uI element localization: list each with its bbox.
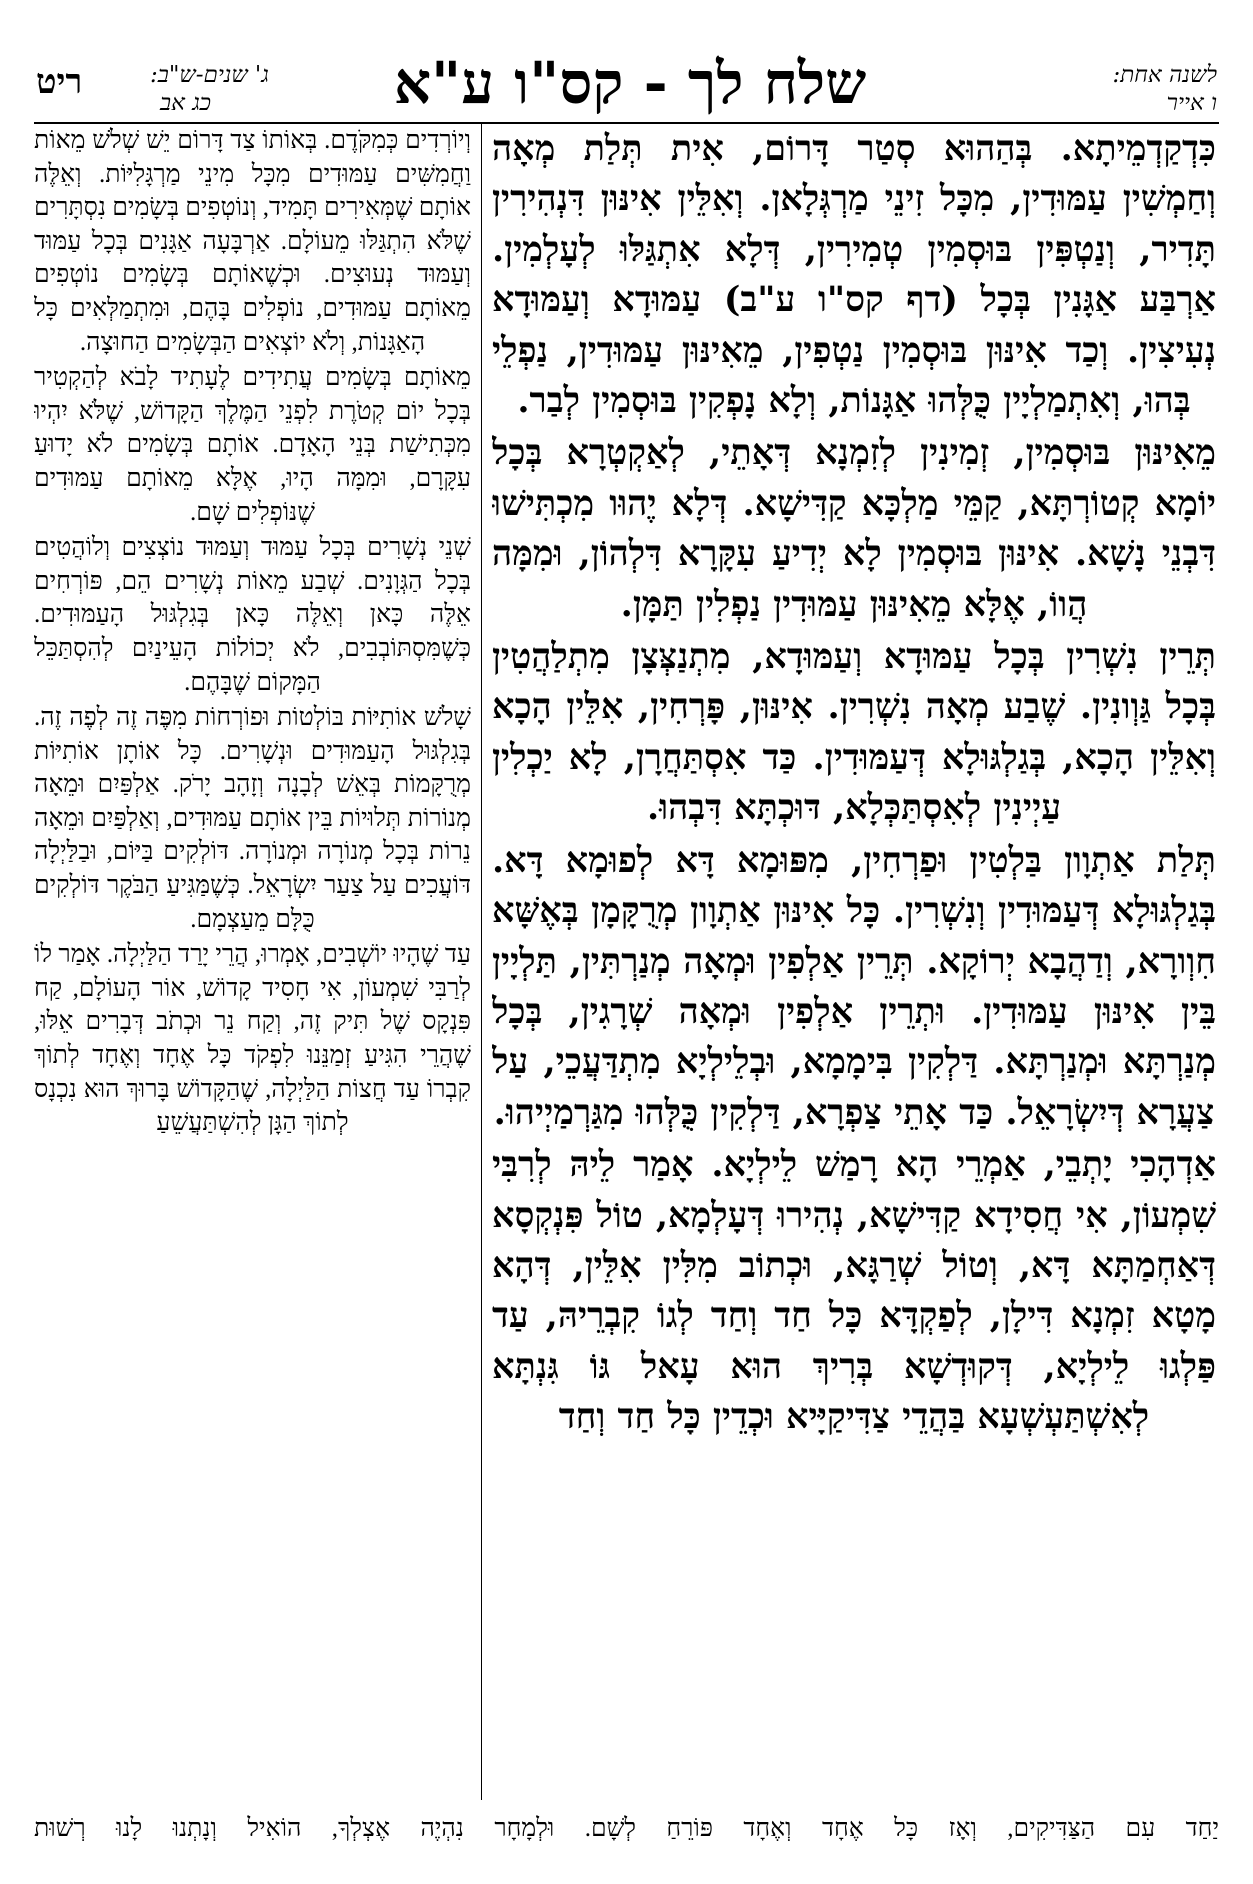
- main-paragraph: מֵאִינּוּן בּוּסְמִין, זְמִינִין לְזִמְנָא דְּאָתֵי, לְאַקְטְרָא בְּכָל יוֹמָא קְטוֹרְתָּא, קַמֵּי מַלְכָּא קַדִּישָׁא. דְּלָא יֶהוּו מִכְתִּישׁוּ דִּבְנֵי נָשָׁא. אִינּוּן בּוּסְמִין לָא יְדִיעַ עִקָּרָא דִּלְהוֹן, וּמִמָּה הֲווֹ, אֶלָּא מֵאִינּוּן עַמּוּדִין נַפְלִין תַּמָּן.: [492, 432, 1216, 625]
- hebrew-translation-column: [34, 124, 471, 1800]
- translation-paragraph: עַד שֶׁהָיוּ יוֹשְׁבִים, אָמְרוּ, הֲרֵי יָרַד הַלַּיְלָה. אָמַר לוֹ לְרַבִּי שִׁמְעוֹן, אִי חָסִיד קָדוֹשׁ, אוֹר הָעוֹלָם, קַח פִּנְקָס שֶׁל תִּיק זֶה, וְקַח נֵר וּכְתֹב דְּבָרִים אֵלּוּ, שֶׁהֲרֵי הִגִּיעַ זְמַנֵּנוּ לִפְקֹד כָּל אֶחָד וְאֶחָד לְתוֹךְ קִבְרוֹ עַד חֲצוֹת הַלַּיְלָה, שֶׁהַקָּדוֹשׁ בָּרוּךְ הוּא נִכְנָס לְתוֹךְ הַגָּן לְהִשְׁתַּעֲשֵׁעַ: [34, 941, 471, 1137]
- page-number: ריט: [36, 62, 83, 102]
- translation-paragraph: שָׁלֹשׁ אוֹתִיּוֹת בּוֹלְטוֹת וּפוֹרְחוֹת מִפֶּה זֶה לְפֶה זֶה. בְּגִלְגּוּל הָעַמּוּדִים וּנְשָׁרִים. כָּל אוֹתָן אוֹתִיּוֹת מְרֻקָּמוֹת בְּאֵשׁ לְבָנָה וְזָהָב יָרֹק. אַלְפַּיִם וּמֵאָה מְנוֹרוֹת תְּלוּיוֹת בֵּין אוֹתָם עַמּוּדִים, וְאַלְפַּיִם וּמֵאָה נֵרוֹת בְּכָל מְנוֹרָה וּמְנוֹרָה. דּוֹלְקִים בַּיּוֹם, וּבַלַּיְלָה דּוֹעֲכִים עַל צַעַר יִשְׂרָאֵל. כְּשֶׁמַּגִּיעַ הַבֹּקֶר דּוֹלְקִים כֻּלָּם מֵעַצְמָם.: [34, 704, 471, 933]
- page-title: שלח לך - קס"ו ע"א: [393, 49, 867, 117]
- main-paragraph: תְּרֵין נִשְׁרִין בְּכָל עַמּוּדָא וְעַמּוּדָא, מִתְנַצְּצָן מִתְלַהֲטִין בְּכָל גַּוְונִין. שֶׁבַע מְאָה נִשְׁרִין. אִינּוּן, פָּרְחִין, אִלֵּין הָכָא וְאִלֵּין הָכָא, בְּגַלְגּוּלָא דְּעַמּוּדִין. כַּד אִסְתַּחֲרָן, לָא יַכְלִין עַיְינִין לְאִסְתַּכְּלָא, דּוּכְתָּא דִּבְהוּ.: [492, 636, 1216, 829]
- study-schedule-three-year-label: ג' שנים-ש"ב:: [150, 62, 269, 88]
- study-schedule-one-year-date: ו אייר: [1166, 90, 1217, 116]
- translation-continuation-line: יַחַד עִם הַצַּדִּיקִים, וְאָז כָּל אֶחָד וְאֶחָד פּוֹרֵחַ לְשָׁם. וּלְמָחָר נִהְיֶה אֶצְלְךָ, הוֹאִיל וְנָתְנוּ לָנוּ רְשׁוּת: [34, 1815, 1219, 1842]
- column-divider: [481, 124, 482, 1800]
- main-paragraph: כִּדְקַדְמֵיתָא. בְּהַהוּא סְטַר דָּרוֹם, אִית תְּלַת מְאָה וְחַמְשִׁין עַמּוּדִין, מִכָּל זִינֵי מַרְגְּלָאן. וְאִלֵּין אִינּוּן דִּנְהִירִין תָּדִיר, וְנַטְפִּין בּוּסְמִין טְמִירִין, דְּלָא אִתְגַּלּוּ לְעָלְמִין. אַרְבַּע אַגָּנִין בְּכָל (דף קס"ו ע"ב) עַמּוּדָא וְעַמּוּדָא נְעִיצִין. וְכַד אִינּוּן בּוּסְמִין נַטְפִין, מֵאִינּוּן עַמּוּדִין, נַפְלֵי בְּהוּ, וְאִתְמַלְיָין כֻּלְּהוּ אַגָּנוֹת, וְלָא נָפְקִין בּוּסְמִין לְבַר.: [492, 128, 1216, 422]
- study-schedule-three-year-date: כג אב: [160, 90, 212, 116]
- translation-paragraph: וְיוֹרְדִים כְּמִקֹּדֶם. בְּאוֹתוֹ צַד דָּרוֹם יֵשׁ שְׁלֹשׁ מֵאוֹת וַחֲמִשִּׁים עַמּוּדִים מִכָּל מִינֵי מַרְגָּלִיּוֹת. וְאֵלֶּה אוֹתָם שֶׁמְּאִירִים תָּמִיד, וְנוֹטְפִים בְּשָׂמִים נִסְתָּרִים שֶׁלֹּא הִתְגַּלּוּ מֵעוֹלָם. אַרְבָּעָה אַגָּנִים בְּכָל עַמּוּד וְעַמּוּד נְעוּצִים. וּכְשֶׁאוֹתָם בְּשָׂמִים נוֹטְפִים מֵאוֹתָם עַמּוּדִים, נוֹפְלִים בָּהֶם, וּמִתְמַלְּאִים כָּל הָאַגָּנוֹת, וְלֹא יוֹצְאִים הַבְּשָׂמִים הַחוּצָה.: [34, 127, 471, 356]
- translation-paragraph: שְׁנֵי נְשָׁרִים בְּכָל עַמּוּד וְעַמּוּד נוֹצְצִים וְלוֹהֲטִים בְּכָל הַגְּוָנִים. שְׁבַע מֵאוֹת נְשָׁרִים הֵם, פּוֹרְחִים אֵלֶּה כָּאן וְאֵלֶּה כָּאן בְּגִלְגּוּל הָעַמּוּדִים. כְּשֶׁמִּסְתּוֹבְבִים, לֹא יְכוֹלוֹת הָעֵינַיִם לְהִסְתַּכֵּל הַמָּקוֹם שֶׁבָּהֶם.: [34, 534, 471, 696]
- main-paragraph: אַדְהָכִי יָתְבֵי, אַמְרֵי הָא רָמַשׁ לֵילְיָא. אָמַר לֵיהּ לְרִבִּי שִׁמְעוֹן, אִי חֲסִידָא קַדִּישָׁא, נְהִירוּ דְּעָלְמָא, טוֹל פִּנְקְסָא דְּאַחְמַתָּא דָּא, וְטוֹל שְׁרַגָּא, וּכְתוֹב מִלִּין אִלֵּין, דְּהָא מָטָא זִמְנָא דִּילָן, לְפַקְדָּא כָּל חַד וְחַד לְגוֹ קִבְרֵיהּ, עַד פַּלְגוּ לֵילְיָא, דְּקוּדְשָׁא בְּרִיךְ הוּא עָאל גּוֹ גִּנְתָּא לְאִשְׁתַּעְשְׁעָא בַּהֲדֵי צַדִּיקַיָּיא וּכְדֵין כָּל חַד וְחַד: [492, 1144, 1216, 1438]
- translation-paragraph: מֵאוֹתָם בְּשָׂמִים עֲתִידִים לֶעָתִיד לָבֹא לְהַקְטִיר בְּכָל יוֹם קְטֹרֶת לִפְנֵי הַמֶּלֶךְ הַקָּדוֹשׁ, שֶׁלֹּא יִהְיוּ מִכְּתִישַׁת בְּנֵי הָאָדָם. אוֹתָם בְּשָׂמִים לֹא יָדוּעַ עִקָּרָם, וּמִמָּה הָיוּ, אֶלָּא מֵאוֹתָם עַמּוּדִים שֶׁנּוֹפְלִים שָׁם.: [34, 364, 471, 526]
- study-schedule-one-year-label: לשנה אחת:: [1112, 62, 1217, 88]
- aramaic-main-column: [492, 124, 1216, 1800]
- main-paragraph: תְּלַת אַתְוָון בַּלְטִין וּפַרְחִין, מִפּוּמָא דָּא לְפוּמָא דָּא. בְּגַלְגּוּלָא דְּעַמּוּדִין וְנִשְׁרִין. כָּל אִינּוּן אַתְוָון מְרֻקָּמָן בְּאֶשָּׁא חִוְורָא, וְדַהֲבָא יְרוֹקָא. תְּרֵין אַלְפִין וּמְאָה מְנַרְתִּין, תַּלְיָין בֵּין אִינּוּן עַמּוּדִין. וּתְרֵין אַלְפִין וּמְאָה שְׁרָגִין, בְּכָל מְנַרְתָּא וּמְנַרְתָּא. דַּלְקִין בִּימָמָא, וּבְלֵילְיָא מִתְדַּעֲכֵי, עַל צַעֲרָא דְּיִשְׂרָאֵל. כַּד אָתֵי צַפְרָא, דַּלְקִין כֻּלְּהוּ מִגַּרְמַיְיהוּ.: [492, 839, 1216, 1133]
